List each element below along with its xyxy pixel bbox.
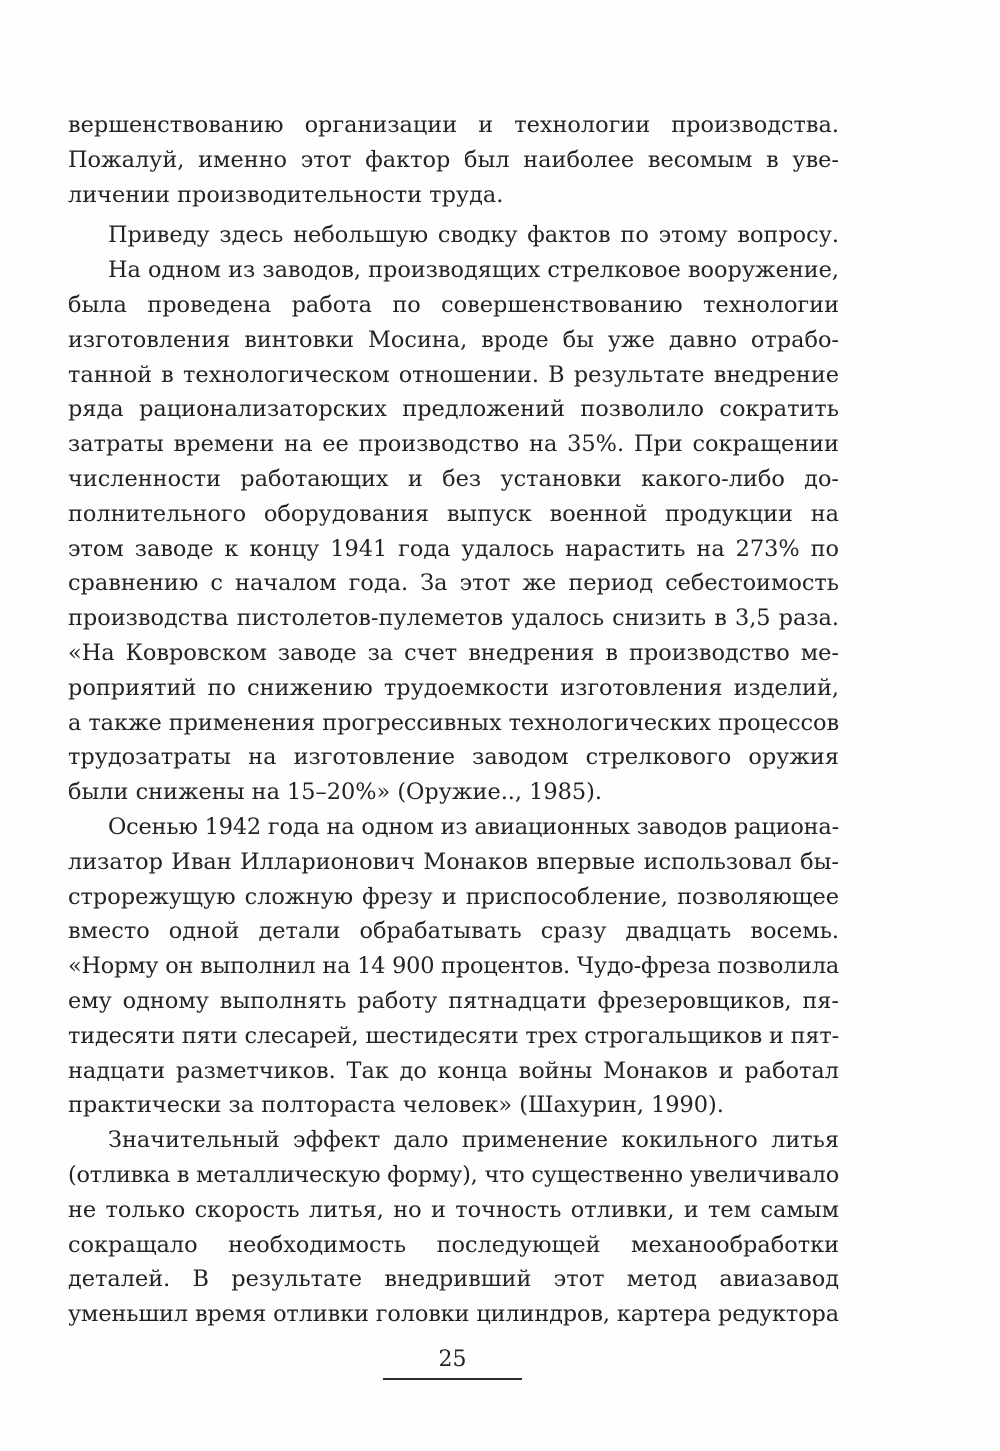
- text-line: были снижены на 15–20%» (Оружие.., 1985).: [68, 779, 602, 806]
- text-line: тидесяти пяти слесарей, шестидесяти трех строгальщиков и пят-: [68, 1022, 839, 1049]
- paragraph: [68, 253, 839, 810]
- text-line: трудозатраты на изготовление заводом стрелкового оружия: [68, 744, 839, 771]
- text-line: надцати разметчиков. Так до конца войны Монаков и работал: [68, 1057, 839, 1084]
- page-number-rule: [383, 1378, 522, 1380]
- text-line: а также применения прогрессивных технологических процессов: [68, 709, 840, 736]
- text-line: вершенствованию организации и технологии производства.: [68, 112, 839, 138]
- text-line: полнительного оборудования выпуск военной продукции на: [68, 500, 839, 527]
- paragraph: [68, 108, 839, 212]
- text-line: ряда рационализаторских предложений позволило сократить: [68, 396, 839, 423]
- text-line: ему одному выполнять работу пятнадцати фрезеровщиков, пя-: [68, 987, 839, 1014]
- text-line: была проведена работа по совершенствованию технологии: [68, 291, 839, 318]
- page-number: 25: [438, 1347, 467, 1372]
- text-line: изготовления винтовки Мосина, вроде бы уже давно отрабо-: [68, 326, 839, 353]
- text-line: Значительный эффект дало применение кокильного литья: [108, 1127, 839, 1154]
- text-line: не только скорость литья, но и точность отливки, и тем самым: [68, 1196, 839, 1223]
- text-line: «На Ковровском заводе за счет внедрения в производство ме-: [68, 639, 839, 666]
- text-line: строрежущую сложную фрезу и приспособление, позволяющее: [68, 883, 839, 910]
- text-line: Приведу здесь небольшую сводку фактов по этому вопросу.: [108, 222, 839, 249]
- paragraph: [68, 810, 839, 1123]
- paragraph: [68, 218, 839, 253]
- text-line: уменьшил время отливки головки цилиндров, картера редуктора: [68, 1301, 839, 1328]
- text-line: танной в технологическом отношении. В результате внедрение: [68, 361, 839, 388]
- text-line: сравнению с началом года. За этот же период себестоимость: [68, 570, 839, 597]
- text-line: сокращало необходимость последующей механообработки: [68, 1231, 839, 1258]
- text-line: вместо одной детали обрабатывать сразу двадцать восемь.: [68, 918, 839, 945]
- text-line: этом заводе к концу 1941 года удалось нарастить на 273% по: [68, 535, 839, 562]
- text-line: Осенью 1942 года на одном из авиационных заводов рациона-: [108, 813, 839, 840]
- text-line: «Норму он выполнил на 14 900 процентов. Чудо-фреза позволила: [68, 953, 840, 980]
- text-line: личении производительности труда.: [68, 181, 504, 208]
- text-line: На одном из заводов, производящих стрелковое вооружение,: [108, 257, 840, 284]
- text-line: Пожалуй, именно этот фактор был наиболее весомым в уве-: [68, 146, 839, 173]
- text-line: производства пистолетов-пулеметов удалось снизить в 3,5 раза.: [68, 605, 839, 632]
- text-line: роприятий по снижению трудоемкости изготовления изделий,: [68, 674, 839, 701]
- text-line: затраты времени на ее производство на 35%. При сокращении: [68, 431, 839, 458]
- body-text: [68, 108, 839, 1332]
- text-line: лизатор Иван Илларионович Монаков впервые использовал бы-: [68, 848, 839, 875]
- text-line: практически за полтораста человек» (Шахурин, 1990).: [68, 1092, 724, 1119]
- paragraph: [68, 1123, 839, 1332]
- text-line: (отливка в металлическую форму), что существенно увеличивало: [68, 1161, 839, 1188]
- text-line: численности работающих и без установки какого-либо до-: [68, 465, 839, 492]
- text-line: деталей. В результате внедривший этот метод авиазавод: [68, 1266, 839, 1293]
